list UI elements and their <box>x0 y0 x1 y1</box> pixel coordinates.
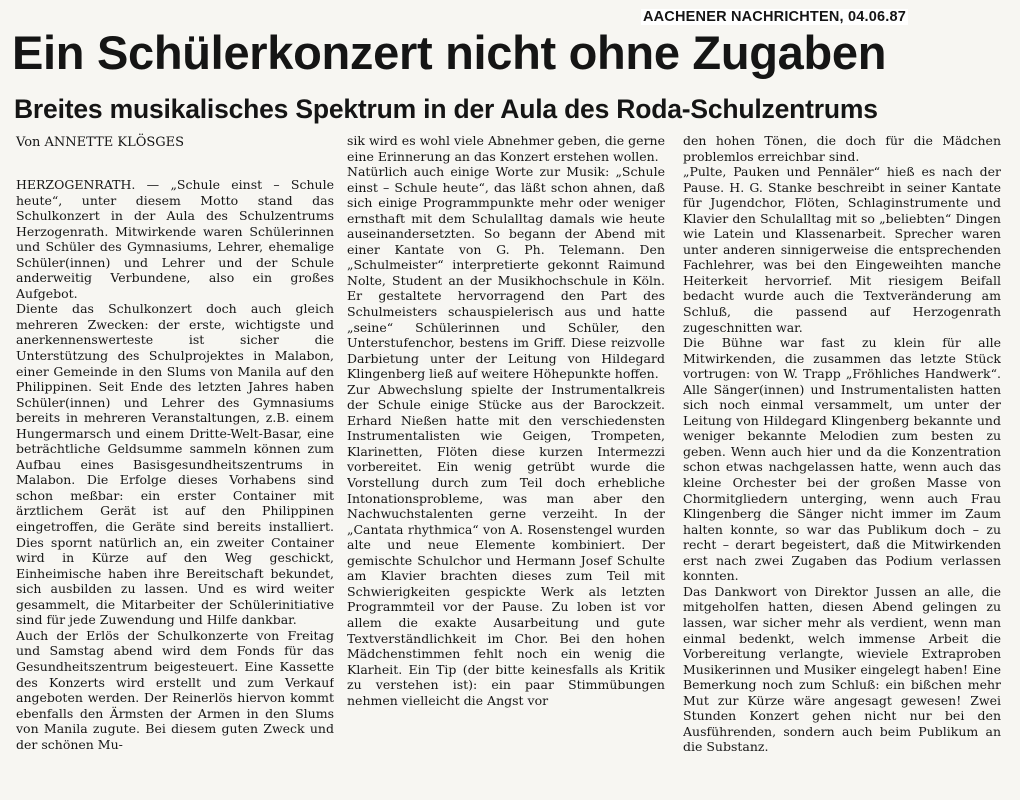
headline: Ein Schülerkonzert nicht ohne Zugaben <box>12 26 887 79</box>
paragraph: HERZOGENRATH. — „Schule einst – Schule heute“, unter diesem Motto stand das Schulkonzert in der Aula des Schulzentrums Herzogenrath. Mitwirkende waren Schülerinnen und Schüler des Gymnasiums, Lehrer, ehemalige Schüler(innen) und Lehrer und der Schule anderweitig Verbundene, also ein großes Aufgebot. <box>16 177 334 301</box>
paragraph: Die Bühne war fast zu klein für alle Mitwirkenden, die zusammen das letzte Stück vortrugen: von W. Trapp „Fröhliches Handwerk“. Alle Sänger(innen) und Instrumentalisten hatten sich noch einmal versammelt, um unter der Leitung von Hildegard Klingenberg bekannte und weniger bekannte Melodien zum besten zu geben. Wenn auch hier und da die Konzentration schon etwas nachgelassen hatte, wenn auch das kleine Orchester bei der großen Masse von Chormitgliedern unterging, wenn auch Frau Klingenberg die Sänger nicht immer im Zaum halten konnte, so war das Publikum doch – zu recht – derart begeistert, daß die Mitwirkenden erst nach zwei Zugaben das Podium verlassen konnten. <box>683 335 1001 584</box>
article-column-2 <box>347 133 665 793</box>
paragraph: sik wird es wohl viele Abnehmer geben, die gerne eine Erinnerung an das Konzert erstehen wollen. <box>347 133 665 164</box>
paragraph: Auch der Erlös der Schulkonzerte von Freitag und Samstag abend wird dem Fonds für das Gesundheitszentrum beigesteuert. Eine Kassette des Konzerts wird erstellt und zum Verkauf angeboten werden. Der Reinerlös hiervon kommt ebenfalls den Ärmsten der Armen in den Slums von Manila zugute. Bei diesem guten Zweck und der schönen Mu- <box>16 627 334 752</box>
paragraph: Das Dankwort von Direktor Jussen an alle, die mitgeholfen hatten, diesen Abend gelingen zu lassen, war sicher mehr als verdient, wenn man einmal bedenkt, welch immense Arbeit die Vorbereitung verlangte, wieviele Extraproben Musikerinnen und Musiker eingelegt haben! Eine Bemerkung noch zum Schluß: ein bißchen mehr Mut zur Kürze wäre angesagt gewesen! Zwei Stunden Konzert gehen nicht nur bei den Ausführenden, sondern auch beim Publikum an die Substanz. <box>683 583 1001 755</box>
source-line: AACHENER NACHRICHTEN, 04.06.87 <box>642 9 906 25</box>
subheadline: Breites musikalisches Spektrum in der Aula des Roda-Schulzentrums <box>14 94 878 124</box>
paragraph: den hohen Tönen, die doch für die Mädchen problemlos erreichbar sind. <box>683 133 1001 164</box>
paragraph: „Pulte, Pauken und Pennäler“ hieß es nach der Pause. H. G. Stanke beschreibt in seiner Kantate für Jugendchor, Flöten, Schlaginstrumente und Klavier den Schulalltag mit so „beliebten“ Dingen wie Latein und Klassenarbeit. Sprecher waren unter anderen sinnigerweise die entsprechenden Fachlehrer, was bei den Eingeweihten manche Heiterkeit hervorrief. Mit riesigem Beifall bedacht wurde auch die Textveränderung am Schluß, die passend auf Herzogenrath zugeschnitten war. <box>683 164 1001 335</box>
byline: Von ANNETTE KLÖSGES <box>16 135 185 150</box>
paragraph: Diente das Schulkonzert doch auch gleich mehreren Zwecken: der erste, wichtigste und anerkennenswerteste ist sicher die Unterstützung des Schulprojektes in Malabon, einer Gemeinde in den Slums von Manila auf den Philippinen. Seit Ende des letzten Jahres haben Schüler(innen) und Lehrer des Gymnasiums bereits in mehreren Veranstaltungen, z.B. einem Hungermarsch und einem Dritte-Welt-Basar, eine beträchtliche Geldsumme sammeln können zum Aufbau eines Basisgesundheitszentrums in Malabon. Die Erfolge dieses Vorhabens sind schon meßbar: ein erster Container mit ärztlichem Gerät ist auf den Philippinen eingetroffen, die Geräte sind bereits installiert. Dies spornt natürlich an, ein zweiter Container wird in Kürze auf den Weg geschickt, Einheimische haben ihre Bereitschaft bekundet, sich ausbilden zu lassen. Und es wird weiter gesammelt, die Mitarbeiter der Schülerinitiative sind für jede Zuwendung und Hilfe dankbar. <box>16 301 334 628</box>
article-column-3 <box>683 133 1001 793</box>
article-column-1 <box>16 177 334 797</box>
paragraph: Natürlich auch einige Worte zur Musik: „Schule einst – Schule heute“, das läßt schon ahnen, daß sich einige Programmpunkte mehr oder weniger ernsthaft mit dem Schulalltag damals wie heute auseinandersetzten. So begann der Abend mit einer Kantate von G. Ph. Telemann. Den „Schulmeister“ interpretierte gekonnt Raimund Nolte, Student an der Musikhochschule in Köln. Er gestaltete hervorragend den Part des Schulmeisters schauspielerisch aus und hatte „seine“ Schülerinnen und Schüler, den Unterstufenchor, bestens im Griff. Diese reizvolle Darbietung unter der Leitung von Hildegard Klingenberg ließ auf weitere Höhepunkte hoffen. <box>347 164 665 382</box>
paragraph: Zur Abwechslung spielte der Instrumentalkreis der Schule einige Stücke aus der Barockzeit. Erhard Nießen hatte mit den verschiedensten Instrumentalisten wie Geigen, Trompeten, Klarinetten, Flöten diese kurzen Intermezzi vorbereitet. Ein wenig getrübt wurde die Vorstellung durch zum Teil doch erhebliche Intonationsprobleme, was man aber den Nachwuchstalenten gerne verzeiht. In der „Cantata rhythmica“ von A. Rosenstengel wurden alte und neue Elemente kombiniert. Der gemischte Schulchor und Hermann Josef Schulte am Klavier brachten dieses zum Teil mit Schwierigkeiten gespickte Werk als letzten Programmteil vor der Pause. Zu loben ist vor allem die exakte Ausarbeitung und gute Textverständlichkeit im Chor. Bei den hohen Mädchenstimmen fehlt noch ein wenig die Klarheit. Ein Tip (der bitte keinesfalls als Kritik zu verstehen ist): ein paar Stimmübungen nehmen vielleicht die Angst vor <box>347 381 665 708</box>
